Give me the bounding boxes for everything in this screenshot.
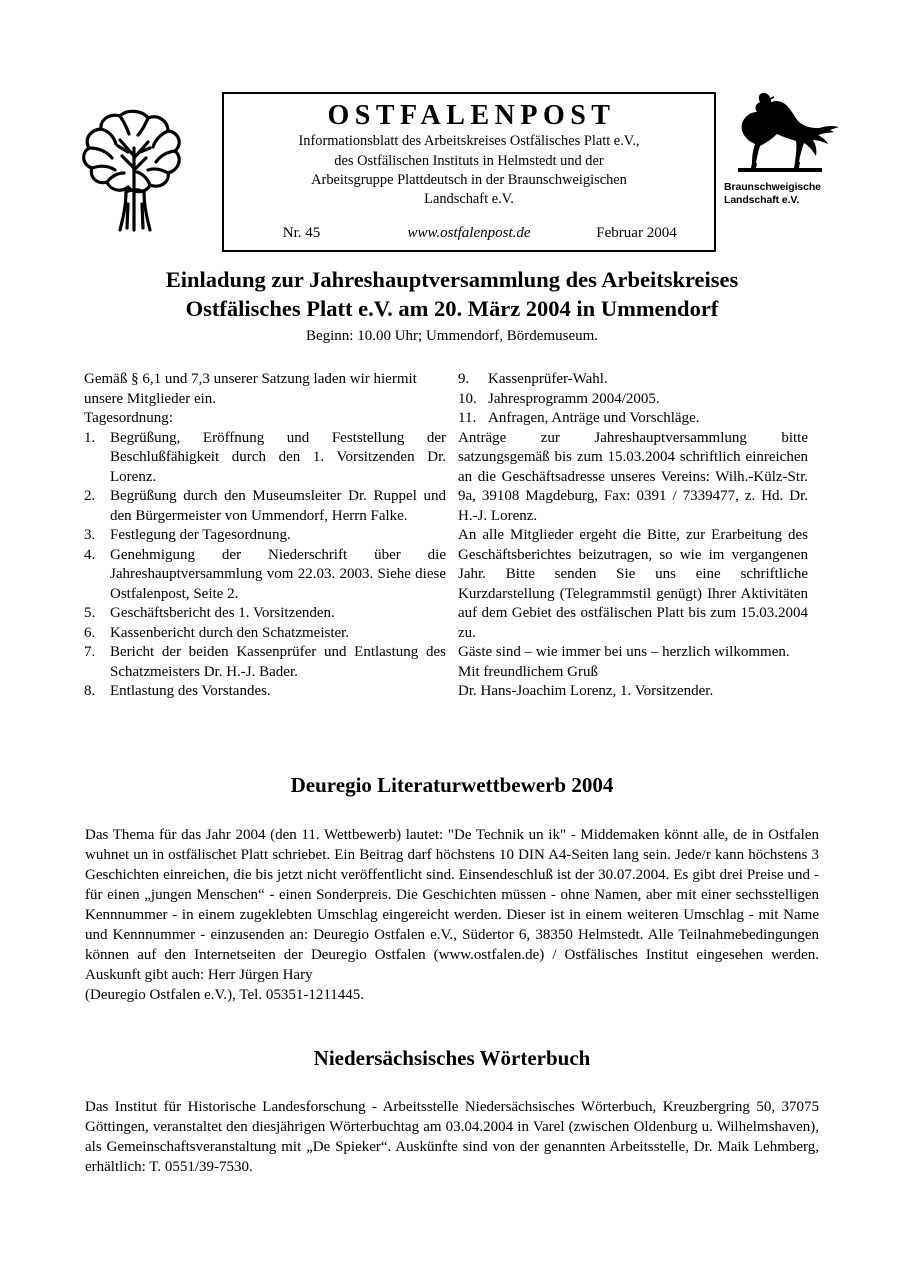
headline-subhead: Beginn: 10.00 Uhr; Ummendorf, Bördemuseum. bbox=[305, 327, 599, 344]
agenda-item-text: Jahresprogramm 2004/2005. bbox=[488, 390, 660, 407]
website-url[interactable]: www.ostfalenpost.de bbox=[407, 225, 531, 241]
masthead-subtitle-line-2: des Ostfälischen Instituts in Helmstedt und der bbox=[334, 152, 604, 169]
agenda-list-right bbox=[458, 370, 808, 429]
agenda-item bbox=[84, 682, 446, 702]
deuregio-paragraph-body: Das Thema für das Jahr 2004 (den 11. Wettbewerb) lautet: "De Technik un ik" - Middemaken könnt alle, de in Ostfalen wuhnet un in ostfälischet Platt schriebet. Ein Beitrag darf höchstens 10 DIN A4-Seiten lang sein. Jede/r kann höchstens 3 Geschichten einreichen, die bis jetzt nicht veröffentlicht sind. Einsendeschluß ist der 30.07.2004. Es gibt drei Preise und - für einen „jungen Menschen“ - einen Sonderpreis. Die Geschichten müssen - ohne Namen, aber mit einer sechsstelligen Kennnummer - in einem zugeklebten Umschlag eingereicht werden. Dieser ist in einem weiteren Umschlag - mit Name und Kennnummer - einzusenden an: Deuregio Ostfalen e.V., Südertor 6, 38350 Helmstedt. Alle Teilnahmebedingungen können auf den Internetseiten der Deuregio Ostfalen (www.ostfalen.de) / Ostfälisches Institut eingesehen werden. Auskunft gibt auch: Herr Jürgen Hary bbox=[85, 827, 819, 983]
agenda-item bbox=[84, 624, 446, 644]
headline-line-1: Einladung zur Jahreshauptversammlung des Arbeitskreises bbox=[165, 267, 739, 292]
invitation-columns bbox=[84, 370, 820, 702]
antraege-paragraph: Anträge zur Jahreshauptversammlung bitte satzungsgemäß bis zum 15.03.2004 schriftlich einreichen an die Geschäftsadresse unseres Vereins: Wilh.-Külz-Str. 9a, 39108 Magdeburg, Fax: 0391 / 7339477, z. Hd. Dr. H.-J. Lorenz. bbox=[458, 429, 808, 524]
deuregio-heading: Deuregio Literaturwettbewerb 2004 bbox=[290, 773, 614, 797]
agenda-item bbox=[458, 409, 808, 429]
issue-date: Februar 2004 bbox=[596, 225, 677, 241]
closing-greeting: Mit freundlichem Gruß bbox=[458, 663, 598, 680]
deuregio-paragraph bbox=[85, 826, 819, 1005]
issue-number: Nr. 45 bbox=[282, 225, 321, 241]
agenda-item-text: Geschäftsbericht des 1. Vorsitzenden. bbox=[110, 605, 335, 621]
logo-caption bbox=[724, 181, 860, 207]
agenda-item bbox=[458, 370, 808, 390]
issue-line bbox=[224, 225, 714, 242]
invitation-column-left bbox=[84, 370, 446, 702]
signature-line: Dr. Hans-Joachim Lorenz, 1. Vorsitzender. bbox=[458, 683, 714, 699]
woerterbuch-paragraph: Das Institut für Historische Landesforschung - Arbeitsstelle Niedersächsisches Wörterbuch, Kreuzbergring 50, 37075 Göttingen, veranstaltet den diesjährigen Wörterbuchtag am 03.04.2004 in Varel (zwischen Oldenburg u. Wilhelmshaven), als Gemeinschaftsveranstaltung mit „De Spieker“. Auskünfte sind von der genannten Arbeitsstelle, Dr. Maik Lehmberg, erhältlich: T. 0551/39-7530. bbox=[85, 1099, 819, 1175]
agenda-item bbox=[84, 526, 446, 546]
masthead-box bbox=[222, 92, 716, 252]
agenda-item-number: 4. bbox=[84, 546, 96, 563]
agenda-item-number: 10. bbox=[458, 390, 477, 407]
agenda-item-number: 6. bbox=[84, 624, 96, 641]
agenda-item-text: Kassenprüfer-Wahl. bbox=[488, 371, 608, 387]
logo-caption-line-2: Landschaft e.V. bbox=[724, 193, 800, 206]
agenda-item-text: Kassenbericht durch den Schatzmeister. bbox=[110, 624, 350, 641]
masthead bbox=[0, 88, 904, 260]
agenda-item bbox=[84, 546, 446, 605]
agenda-item bbox=[458, 390, 808, 410]
agenda-item-text: Begrüßung durch den Museumsleiter Dr. Ruppel und den Bürgermeister von Ummendorf, Herrn Falke. bbox=[110, 488, 446, 524]
agenda-item-number: 2. bbox=[84, 488, 96, 504]
headline-text bbox=[70, 265, 834, 324]
masthead-subtitle-line-3: Arbeitsgruppe Plattdeutsch in der Braunschweigischen bbox=[311, 171, 627, 188]
agenda-item-text: Entlastung des Vorstandes. bbox=[110, 683, 271, 699]
agenda-item-text: Festlegung der Tagesordnung. bbox=[110, 527, 291, 543]
agenda-item-text: Genehmigung der Niederschrift über die Jahreshauptversammlung vom 22.03. 2003. Siehe diese Ostfalenpost, Seite 2. bbox=[110, 546, 446, 602]
agenda-item-number: 1. bbox=[84, 429, 96, 446]
agenda-label: Tagesordnung: bbox=[84, 410, 173, 426]
logo-caption-line-1: Braunschweigische bbox=[724, 181, 821, 193]
invitation-intro: Gemäß § 6,1 und 7,3 unserer Satzung laden wir hiermit unsere Mitglieder ein. bbox=[84, 371, 417, 407]
agenda-item-number: 3. bbox=[84, 527, 96, 543]
mitglieder-bitte-paragraph: An alle Mitglieder ergeht die Bitte, zur Erarbeitung des Geschäftsberichtes beizutragen, so wie im vergangenen Jahr. Bitte senden Sie uns eine schriftliche Kurzdarstellung (Telegrammstil genügt) Ihrer Aktivitäten auf dem Gebiet des ostfälischen Platt bis zum 15.03.2004 zu. bbox=[458, 527, 808, 641]
agenda-item-number: 7. bbox=[84, 644, 96, 660]
masthead-subtitle-line-4: Landschaft e.V. bbox=[424, 190, 514, 207]
agenda-item-text: Anfragen, Anträge und Vorschläge. bbox=[488, 410, 700, 426]
main-headline bbox=[70, 265, 834, 345]
woerterbuch-heading: Niedersächsisches Wörterbuch bbox=[313, 1046, 591, 1070]
agenda-item-number: 5. bbox=[84, 605, 96, 621]
agenda-item bbox=[84, 487, 446, 526]
agenda-item bbox=[84, 643, 446, 682]
headline-line-2: Ostfälisches Platt e.V. am 20. März 2004 in Ummendorf bbox=[185, 296, 719, 322]
deuregio-paragraph-lastline: (Deuregio Ostfalen e.V.), Tel. 05351-1211445. bbox=[85, 986, 365, 1003]
agenda-item-number: 11. bbox=[458, 410, 477, 426]
paper-title: OSTFALENPOST bbox=[327, 100, 616, 131]
agenda-item bbox=[84, 429, 446, 488]
braunschweigische-landschaft-logo bbox=[718, 88, 860, 218]
gaeste-paragraph: Gäste sind – wie immer bei uns – herzlich wilkommen. bbox=[458, 644, 790, 660]
agenda-item-number: 9. bbox=[458, 371, 470, 387]
agenda-item-text: Begrüßung, Eröffnung und Feststellung der Beschlußfähigkeit durch den 1. Vorsitzenden Dr. Lorenz. bbox=[110, 429, 446, 485]
agenda-item bbox=[84, 604, 446, 624]
agenda-list-left bbox=[84, 429, 446, 702]
masthead-subtitle-line-1: Informationsblatt des Arbeitskreises Ostfälisches Platt e.V., bbox=[298, 133, 640, 150]
oak-tree-logo bbox=[76, 96, 196, 236]
invitation-column-right bbox=[458, 370, 808, 702]
agenda-item-text: Bericht der beiden Kassenprüfer und Entlastung des Schatzmeisters Dr. H.-J. Bader. bbox=[110, 644, 446, 680]
agenda-item-number: 8. bbox=[84, 683, 96, 699]
